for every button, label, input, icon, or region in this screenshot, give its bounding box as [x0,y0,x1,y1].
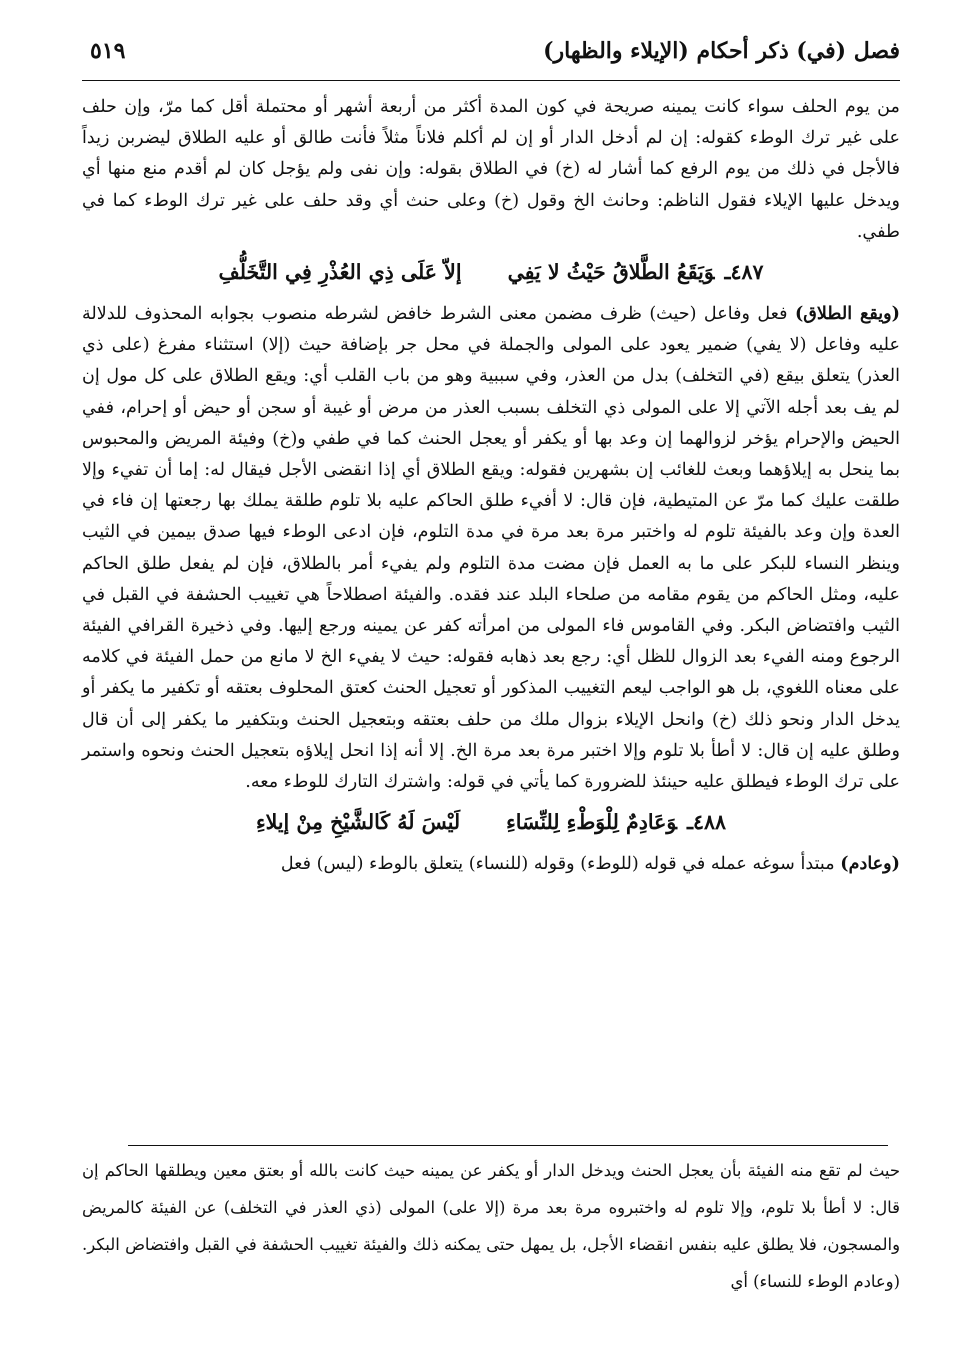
paragraph-2 [82,298,900,798]
footnote-divider [128,1145,888,1146]
paragraph-2-text: فعل وفاعل (حيث) ظرف مضمن معنى الشرط خافض لشرطه منصوب بجوابه المحذوف للدلالة عليه وفاعل (لا يفي) ضمير يعود على المولى والجملة في محل جر بإضافة حيث (إلا) استثناء مفرغ (على ذي العذر) يتعلق بيقع (في التخلف) بدل من العذر، وفي سببية وهو من باب القلب أي: ويقع الطلاق على كل مول إن لم يف بعد أجله الآتي إلا على المولى ذي التخلف بسبب العذر من مرض أو غيبة أو سجن أو حيض أو إحرام، ففي الحيض والإحرام يؤخر لزوالهما إن وعد بها أو يكفر أو يعجل الحنث كما في طفي و(خ) وفيئة المريض والمحبوس بما ينحل به إيلاؤهما وبعث للغائب إن بشهرين فقوله: ويقع الطلاق أي إذا انقضى الأجل فيقال له: إما أن تفيء وإلا طلقت عليك كما مرّ عن المتيطية، فإن قال: لا أفيء طلق الحاكم عليه بلا تلوم طلقة يملك بها رجعتها إن فاء في العدة وإن وعد بالفيئة تلوم له واختبر مرة بعد مرة في مدة التلوم، فإن ادعى الوطء فيها صدق بيمين في الثيب وينظر النساء للبكر على ما به العمل فإن مضت مدة التلوم ولم يفيء أمر بالطلاق، فإن لم يفعل طلق الحاكم عليه، ومثل الحاكم من يقوم مقامه من صلحاء البلد عند فقده. والفيئة اصطلاحاً هي تغييب الحشفة في القبل في الثيب وافتضاض البكر. وفي القاموس فاء المولى من امرأته كفر عن يمينه ورجع إليها. وفي ذخيرة القرافي الفيئة الرجوع ومنه الفيء بعد الزوال للظل أي: رجع بعد ذهابه فقوله: حيث لا يفيء الخ لا مانع من حمل الفيئة في كلامه على معناه اللغوي، بل هو الواجب ليعم التغييب المذكور أو تعجيل الحنث كعتق المحلوف بعتقه أو تكفير ما يكفر أو يدخل الدار ونحو ذلك (خ) وانحل الإيلاء بزوال ملك من حلف بعتقه وبتعجيل الحنث وبتكفير ما يكفر إلى أن قال وطلق عليه إن قال: لا أطأ بلا تلوم وإلا اختبر مرة بعد مرة الخ. إلا أنه إذا انحل إيلاؤه بتعجيل الحنث ونحوه واستمر على ترك الوطء فيطلق عليه حينئذ للضرورة كما يأتي في قوله: واشترك التارك للوطء معه. [82,304,900,793]
paragraph-3-text: مبتدأ سوغه عمله في قوله (للوطء) وقوله (للنساء) يتعلق بالوطء (ليس) فعل [280,854,835,875]
paragraph-1: من يوم الحلف سواء كانت يمينه صريحة في كون المدة أكثر من أربعة أشهر أو محتملة أقل كما مرّ، وإن حلف على غير ترك الوطء كقوله: إن لم أدخل الدار أو إن لم أكلم فلاناً مثلاً فأنت طالق أو عليه الطلاق ليضربن زيداً فالأجل في ذلك من يوم الرفع كما أشار له (خ) في الطلاق بقوله: وإن نفى ولم يؤجل كان لم أقدم منع منها أي ويدخل عليها الإيلاء فقول الناظم: وحانث الخ وقول (خ) وعلى حنث أي وقد حلف على غير ترك الوطء كما في طفي. [82,97,900,242]
verse-second-hemistich: إلاّ عَلَى ذِي العُذْرِ فِي التَّخَلُّفِ [218,260,462,285]
footnotes [82,1152,900,1300]
page-number: ٥١٩ [90,38,126,64]
paragraph-lead: (ويقع الطلاق) [794,303,900,325]
verse-second-hemistich: لَيْسَ لَهُ كَالشَّيْخِ مِنْ إيلاءِ [255,810,461,835]
verse-first-hemistich: وَيَقَعُ الطَّلاقُ حَيْثُ لا يَفِي [507,260,715,285]
paragraph-3 [82,848,900,880]
verse-first-hemistich: وَعَادِمٌ لِلْوَطْءِ لِلنِّسَاءِ [506,810,677,835]
verse-number: ٤٨٧ـ [724,260,764,285]
verse-488 [82,800,900,844]
main-text [82,92,900,880]
verse-487 [82,250,900,294]
verse-number: ٤٨٨ـ [686,810,726,835]
running-head [82,34,900,81]
paragraph-lead: (وعادم) [840,853,900,875]
chapter-title: فصل (في) ذكر أحكام (الإيلاء والظهار) [543,38,900,64]
footnote-text: حيث لم تقع منه الفيئة بأن يعجل الحنث ويدخل الدار أو يكفر عن يمينه حيث كانت بالله أو بعتق معين ويطلقها الحاكم إن قال: لا أطأ بلا تلوم، وإلا تلوم له واختبروه مرة بعد مرة (إلا على) المولى (ذي العذر في التخلف) عن الفيئة كالمريض والمسجون، فلا يطلق عليه بنفس انقضاء الأجل، بل يمهل حتى يمكنه ذلك والفيئة تغييب الحشفة في القبل وافتضاض البكر. (وعادم الوطء للنساء) أي [82,1161,900,1291]
